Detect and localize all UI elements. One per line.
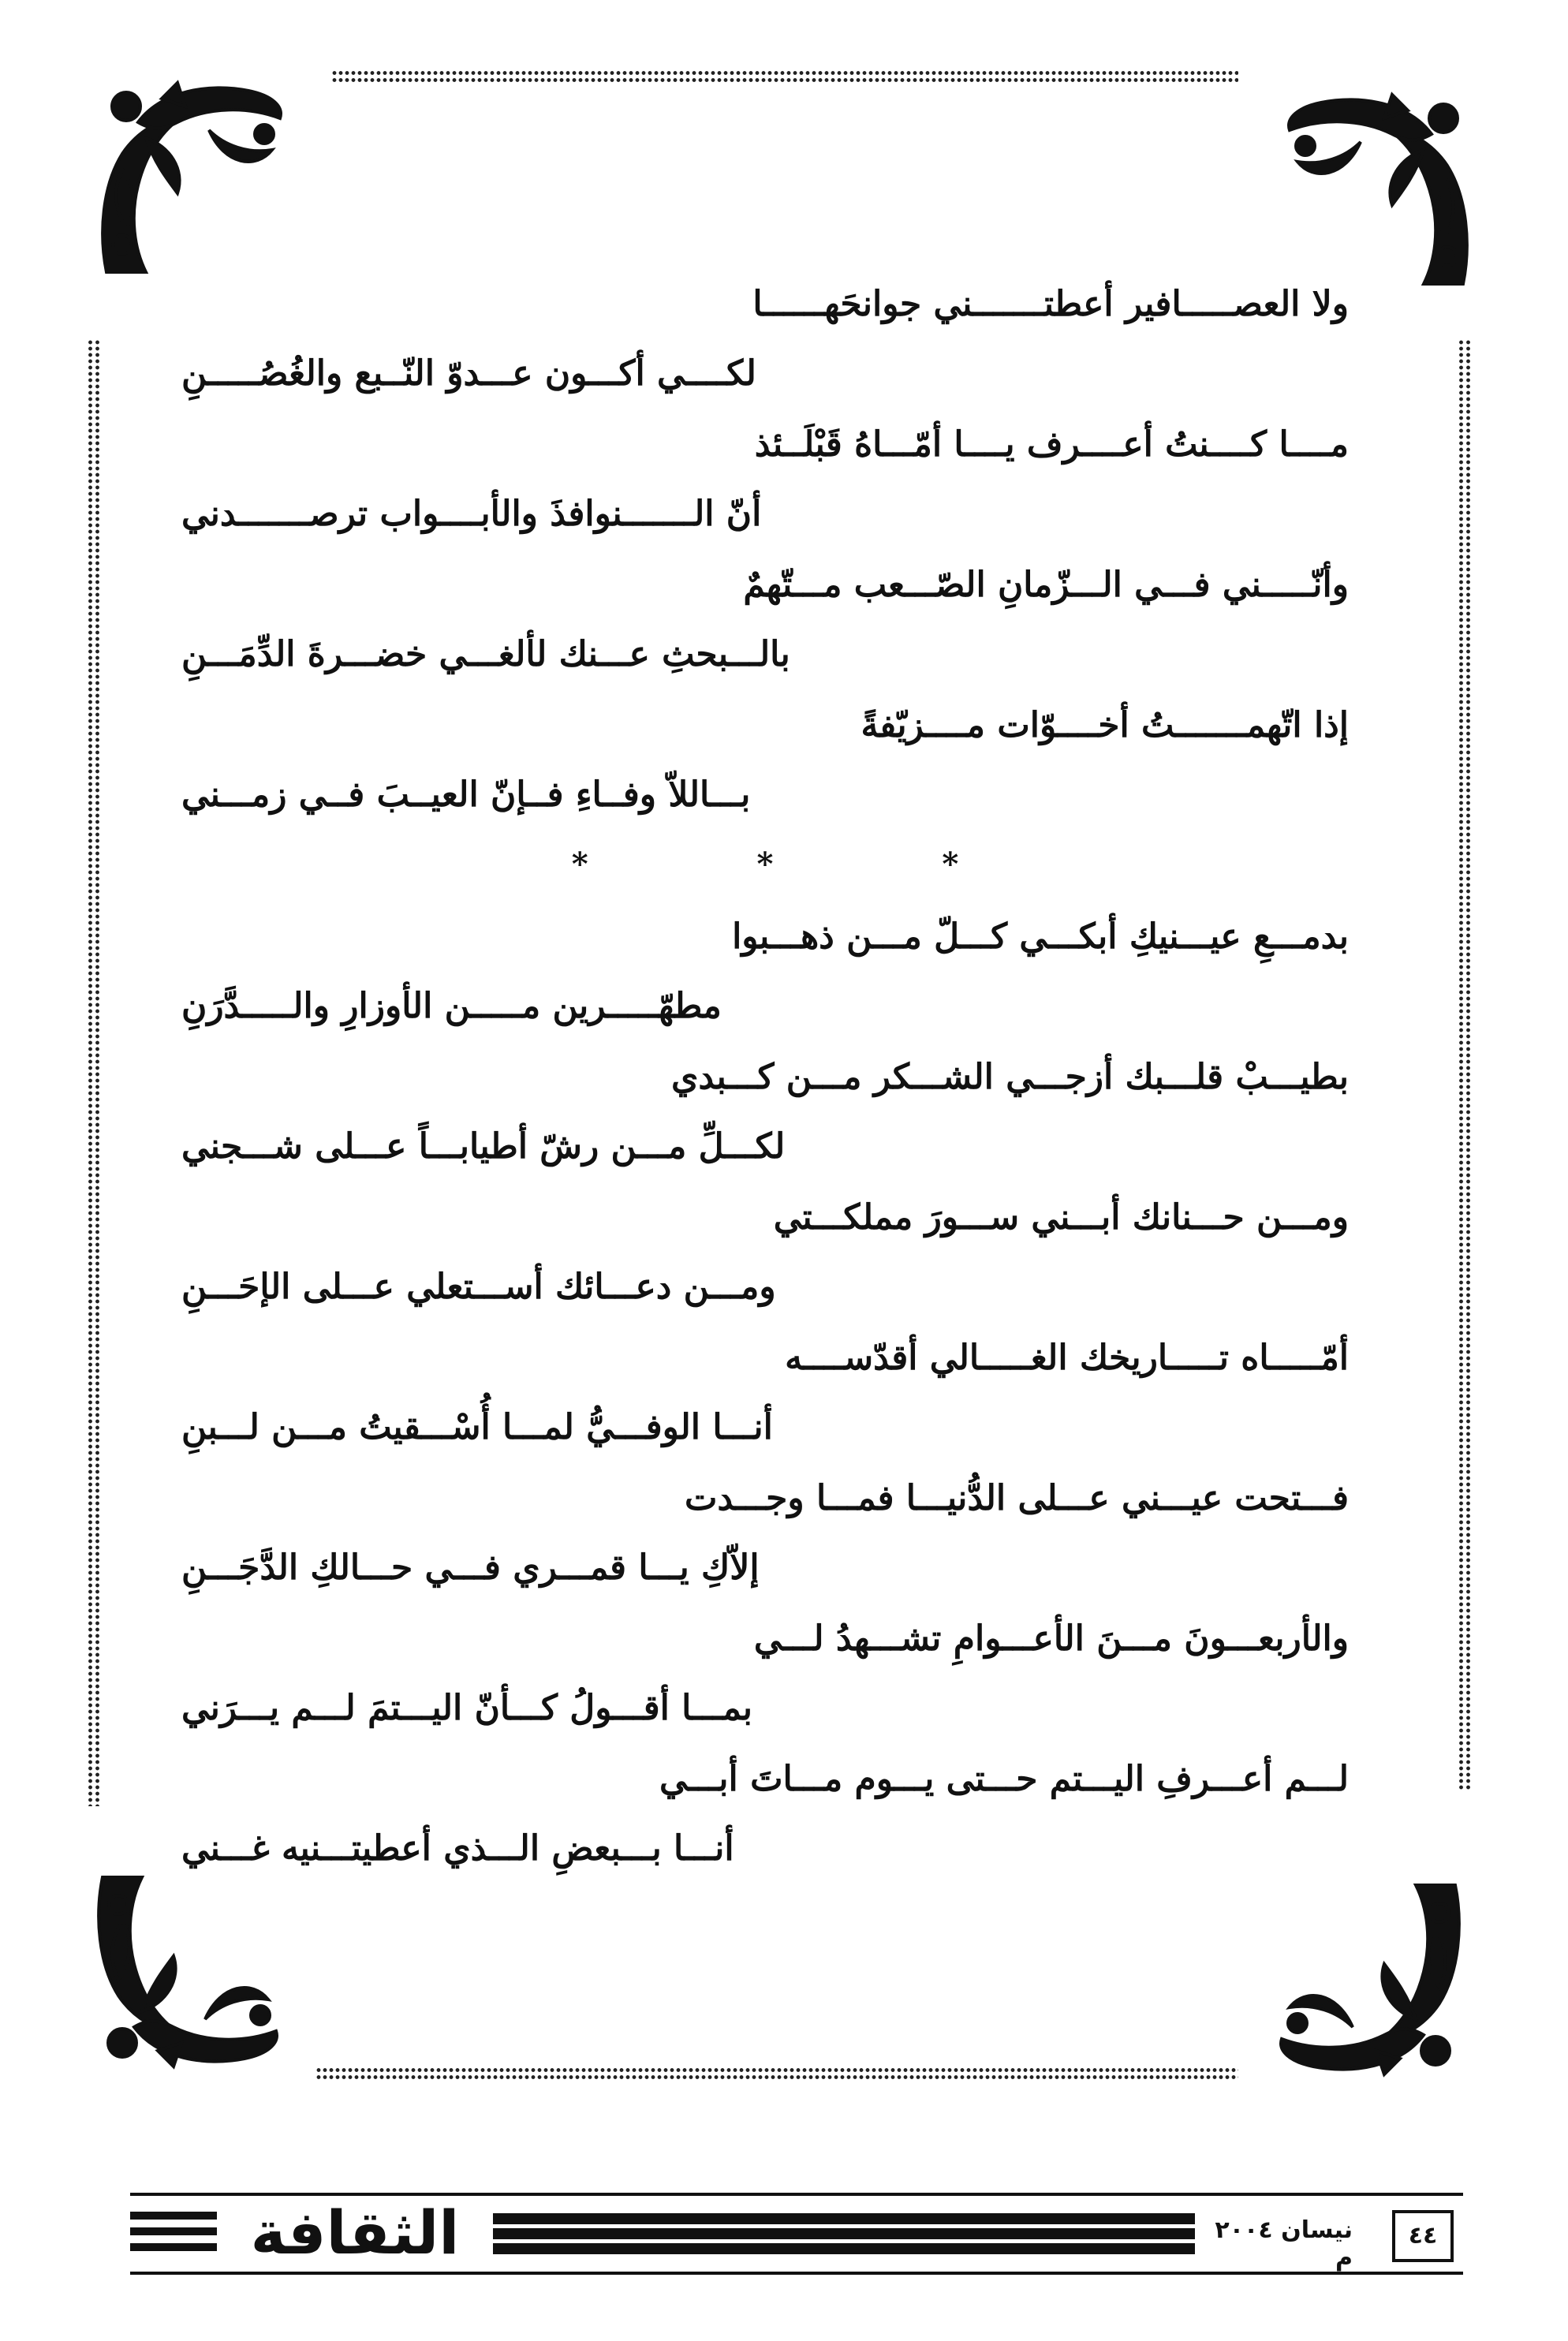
- poem-couplet: [181, 565, 1349, 705]
- poem-couplet: [181, 1478, 1349, 1619]
- poem-couplet: [181, 705, 1349, 846]
- footer-stripes: [130, 2212, 217, 2259]
- poem-couplet: [181, 917, 1349, 1057]
- verse-second-hemistich: بـــاللاّ وفــاءِ فــإنّ العيــبَ فــي زمـــني: [181, 775, 751, 815]
- footer-band: [493, 2213, 1195, 2254]
- floral-ornament-icon: [1274, 1877, 1471, 2082]
- poem-couplet: [181, 1759, 1349, 1899]
- verse-first-hemistich: بدمـــعِ عيـــنيكِ أبكـــي كـــلّ مـــن ذهـــبوا: [732, 917, 1349, 957]
- poem-couplet: [181, 1338, 1349, 1478]
- poem-couplet: [181, 1619, 1349, 1759]
- verse-first-hemistich: فـــتحت عيـــني عـــلى الدُّنيـــا فمـــا وجـــدت: [684, 1478, 1349, 1518]
- magazine-logo: الثقافة: [250, 2197, 460, 2268]
- verse-first-hemistich: لـــم أعـــرفِ اليـــتم حـــتى يـــوم مـــاتَ أبـــي: [659, 1759, 1349, 1799]
- verse-first-hemistich: أمّـــــاه تـــــاريخك الغـــــالي أقدّســــه: [785, 1338, 1349, 1378]
- poem-body: [181, 284, 1349, 1899]
- verse-second-hemistich: أنـــا الوفـــيُّ لمـــا أُسْـــقيتُ مـــن لـــبنِ: [181, 1407, 773, 1447]
- floral-ornament-icon: [87, 1869, 284, 2074]
- verse-second-hemistich: أنـــا بـــبعضِ الـــذي أعطيتـــنيه غـــني: [181, 1828, 734, 1869]
- corner-ornament-top-right: [1282, 87, 1479, 292]
- corner-ornament-bottom-right: [1274, 1877, 1471, 2082]
- verse-second-hemistich: مطهّـــــرين مـــــن الأوزارِ والـــــدَّرَنِ: [181, 986, 722, 1026]
- corner-ornament-top-left: [91, 75, 288, 280]
- verse-first-hemistich: ولا العصـــــافير أعطتـــــــني جوانحَهــــــا: [752, 284, 1349, 324]
- verse-second-hemistich: بمـــا أقـــولُ كـــأنّ اليـــتمَ لـــم يـــرَني: [181, 1688, 752, 1728]
- verse-second-hemistich: لكــــي أكـــون عـــدوّ النّــبع والغُصُـــــنِ: [181, 353, 756, 394]
- verse-second-hemistich: ومـــن دعـــائك أســـتعلي عـــلى الإحَـــنِ: [181, 1267, 776, 1307]
- bottom-dotted-border: [315, 2067, 1238, 2081]
- footer-bottom-rule: [130, 2272, 1463, 2275]
- page-number: ٤٤: [1392, 2210, 1454, 2262]
- right-dotted-border: [1458, 339, 1472, 1790]
- verse-second-hemistich: بالـــبحثِ عـــنك لألغـــي خضـــرةَ الدِّمَـــنِ: [181, 634, 790, 674]
- verse-second-hemistich: أنّ الـــــــنوافذَ والأبــــواب ترصـــــــدني: [181, 494, 762, 534]
- issue-date: نيسان ٢٠٠٤ م: [1215, 2216, 1353, 2272]
- verse-first-hemistich: مــــا كــــنتُ أعــــرف يــــا أمّـــاهُ قَبْلَــئذ: [754, 424, 1349, 465]
- poem-couplet: [181, 1197, 1349, 1338]
- poem-couplet: [181, 424, 1349, 565]
- verse-first-hemistich: بطيـــبْ قلـــبك أزجـــي الشـــكر مـــن كـــبدي: [670, 1057, 1349, 1097]
- top-dotted-border: [331, 69, 1238, 84]
- floral-ornament-icon: [91, 75, 288, 280]
- floral-ornament-icon: [1282, 87, 1479, 292]
- page-footer: [130, 2193, 1463, 2279]
- footer-top-rule: [130, 2193, 1463, 2196]
- poem-couplet: [181, 284, 1349, 424]
- verse-second-hemistich: إلاّكِ يـــا قمـــري فـــي حـــالكِ الدَّجَـــنِ: [181, 1548, 760, 1588]
- corner-ornament-bottom-left: [87, 1869, 284, 2074]
- poem-couplet: [181, 1057, 1349, 1197]
- verse-first-hemistich: ومـــن حـــنانك أبـــني ســـورَ مملكـــتي: [773, 1197, 1349, 1238]
- section-separator-stars: * * *: [571, 846, 1038, 883]
- verse-first-hemistich: والأربعـــونَ مـــنَ الأعـــوامِ تشـــهدُ لـــي: [753, 1619, 1349, 1659]
- verse-first-hemistich: وأنّـــــني فـــي الـــزّمانِ الصّـــعب مـــتّهمٌ: [743, 565, 1349, 605]
- left-dotted-border: [87, 339, 101, 1806]
- verse-second-hemistich: لكـــلِّ مـــن رشّ أطيابـــاً عـــلى شـــجني: [181, 1126, 786, 1167]
- verse-first-hemistich: إذا اتّهمـــــــتُ أخــــوّات مــــزيّفةً: [861, 705, 1349, 745]
